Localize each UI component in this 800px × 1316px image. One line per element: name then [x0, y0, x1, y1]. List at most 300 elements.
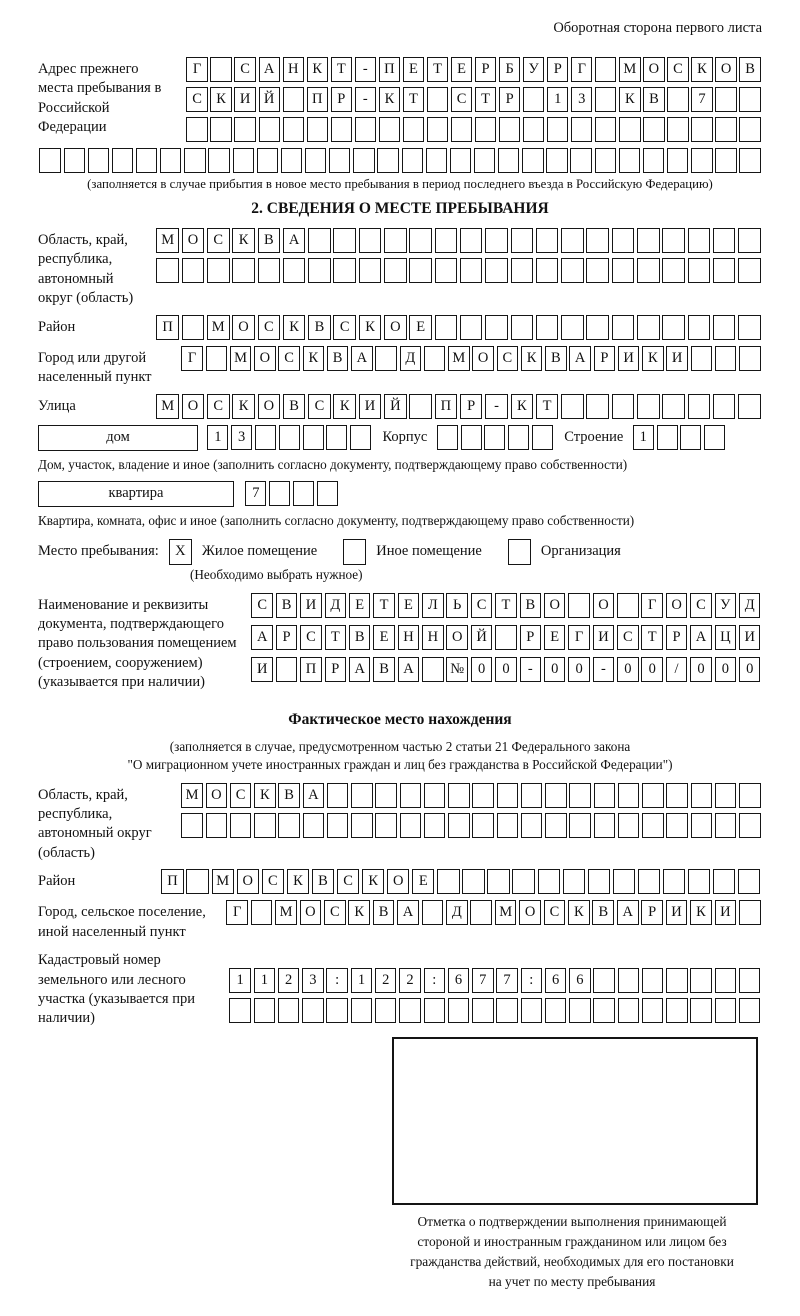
street-label: Улица — [38, 397, 76, 414]
stay-type-label: Место пребывания: — [38, 543, 159, 560]
char-cell: 0 — [739, 657, 761, 682]
char-cell — [511, 228, 534, 253]
char-cell: Г — [568, 625, 590, 650]
char-cell: С — [690, 593, 712, 618]
char-cell — [593, 998, 614, 1023]
char-cell — [594, 783, 615, 808]
stamp-caption-line-3: гражданства действий, необходимых для его постановки — [410, 1254, 734, 1270]
char-cell — [617, 593, 639, 618]
char-cell: 2 — [375, 968, 396, 993]
char-cell: И — [593, 625, 615, 650]
char-cell: С — [497, 346, 518, 371]
char-cell — [688, 315, 711, 340]
char-cell — [351, 998, 372, 1023]
char-cell: Р — [666, 625, 688, 650]
house-row — [38, 425, 762, 451]
char-cell — [691, 813, 712, 838]
char-cell — [667, 117, 688, 142]
char-cell: Е — [403, 57, 424, 82]
char-cell — [257, 148, 278, 173]
char-cell — [233, 148, 254, 173]
char-cell — [182, 315, 205, 340]
char-cell — [688, 258, 711, 283]
char-cell — [738, 869, 760, 894]
char-cell — [642, 968, 663, 993]
char-cell — [181, 813, 202, 838]
char-cell — [739, 148, 760, 173]
char-cell — [667, 87, 688, 112]
char-cell: Р — [331, 87, 352, 112]
char-cell — [497, 783, 518, 808]
char-cell — [561, 315, 584, 340]
char-cell — [186, 869, 208, 894]
char-cell: Д — [739, 593, 761, 618]
char-cell — [462, 869, 484, 894]
char-cell — [739, 87, 760, 112]
city-cells — [180, 346, 762, 371]
char-cell — [563, 869, 585, 894]
char-cell: Д — [446, 900, 468, 925]
char-cell — [545, 783, 566, 808]
char-cell: К — [232, 228, 255, 253]
char-cell: К — [521, 346, 542, 371]
char-cell — [351, 813, 372, 838]
fact-city-cells — [225, 900, 762, 925]
cadastral-cells-row-1 — [228, 968, 762, 993]
char-cell: С — [324, 900, 346, 925]
char-cell: А — [251, 625, 273, 650]
char-cell: С — [333, 315, 356, 340]
char-cell — [569, 998, 590, 1023]
char-cell: 0 — [495, 657, 517, 682]
char-cell: А — [398, 657, 420, 682]
document-label: Наименование и реквизиты документа, подтверждающего право пользования помещением (строением, сооружением) (указывается при наличии) — [38, 596, 237, 691]
char-cell: Н — [283, 57, 304, 82]
char-cell: В — [373, 900, 395, 925]
char-cell: С — [337, 869, 359, 894]
char-cell: - — [355, 87, 376, 112]
char-cell — [451, 117, 472, 142]
char-cell: В — [327, 346, 348, 371]
char-cell — [511, 258, 534, 283]
char-cell — [512, 869, 534, 894]
char-cell: В — [545, 346, 566, 371]
checkbox-inoe — [343, 539, 366, 565]
char-cell: Е — [544, 625, 566, 650]
char-cell: № — [446, 657, 468, 682]
char-cell: - — [520, 657, 542, 682]
char-cell — [435, 228, 458, 253]
char-cell: А — [569, 346, 590, 371]
char-cell — [305, 148, 326, 173]
char-cell — [536, 315, 559, 340]
char-cell: Т — [495, 593, 517, 618]
char-cell — [739, 968, 760, 993]
char-cell — [618, 783, 639, 808]
char-cell — [400, 783, 421, 808]
char-cell — [521, 998, 542, 1023]
char-cell: С — [300, 625, 322, 650]
char-cell: Т — [427, 57, 448, 82]
char-cell: П — [161, 869, 183, 894]
char-cell: Р — [547, 57, 568, 82]
char-cell — [485, 258, 508, 283]
district-label: Район — [38, 318, 76, 335]
char-cell — [561, 394, 584, 419]
char-cell: К — [287, 869, 309, 894]
char-cell — [691, 783, 712, 808]
char-cell: В — [592, 900, 614, 925]
char-cell: 0 — [715, 657, 737, 682]
char-cell: Е — [349, 593, 371, 618]
char-cell — [642, 998, 663, 1023]
fact-note-line-2: "О миграционном учете иностранных граждан и лиц без гражданства в Российской Федерации") — [127, 756, 673, 772]
char-cell — [460, 258, 483, 283]
char-cell: В — [373, 657, 395, 682]
char-cell: 3 — [231, 425, 252, 450]
char-cell — [522, 148, 543, 173]
char-cell: В — [258, 228, 281, 253]
char-cell — [156, 258, 179, 283]
char-cell: О — [258, 394, 281, 419]
char-cell: О — [643, 57, 664, 82]
char-cell — [331, 117, 352, 142]
char-cell — [521, 813, 542, 838]
char-cell: Е — [373, 625, 395, 650]
char-cell: 0 — [471, 657, 493, 682]
char-cell: Т — [403, 87, 424, 112]
char-cell: И — [300, 593, 322, 618]
char-cell — [498, 148, 519, 173]
char-cell — [303, 813, 324, 838]
char-cell: А — [397, 900, 419, 925]
char-cell: 3 — [571, 87, 592, 112]
char-cell: И — [666, 346, 687, 371]
char-cell — [637, 315, 660, 340]
char-cell — [739, 900, 761, 925]
char-cell: М — [275, 900, 297, 925]
char-cell — [666, 783, 687, 808]
char-cell: С — [262, 869, 284, 894]
stroenie-cells — [631, 425, 726, 450]
char-cell: И — [359, 394, 382, 419]
apartment-row — [38, 481, 762, 507]
char-cell — [690, 968, 711, 993]
char-cell — [210, 57, 231, 82]
char-cell — [536, 228, 559, 253]
char-cell — [586, 394, 609, 419]
char-cell: Н — [422, 625, 444, 650]
char-cell: К — [362, 869, 384, 894]
char-cell — [424, 813, 445, 838]
char-cell — [437, 869, 459, 894]
char-cell: 1 — [547, 87, 568, 112]
char-cell — [88, 148, 109, 173]
option-label-inoe: Иное помещение — [376, 543, 482, 560]
char-cell — [545, 813, 566, 838]
char-cell: П — [379, 57, 400, 82]
street-row — [38, 394, 762, 419]
fact-heading: Фактическое место нахождения — [288, 710, 512, 728]
char-cell: И — [715, 900, 737, 925]
char-cell — [379, 117, 400, 142]
char-cell: С — [186, 87, 207, 112]
char-cell: Г — [181, 346, 202, 371]
char-cell — [738, 258, 761, 283]
char-cell — [424, 783, 445, 808]
char-cell — [278, 813, 299, 838]
char-cell — [283, 87, 304, 112]
document-cells-row-1 — [250, 593, 762, 618]
char-cell — [232, 258, 255, 283]
char-cell: Д — [325, 593, 347, 618]
char-cell: О — [387, 869, 409, 894]
char-cell — [384, 258, 407, 283]
char-cell — [715, 148, 736, 173]
char-cell: К — [210, 87, 231, 112]
char-cell — [208, 148, 229, 173]
prev-address-block — [38, 57, 762, 142]
char-cell — [595, 148, 616, 173]
char-cell: С — [207, 228, 230, 253]
option-label-zhiloe: Жилое помещение — [201, 543, 318, 560]
char-cell — [612, 315, 635, 340]
char-cell: 6 — [545, 968, 566, 993]
char-cell — [254, 813, 275, 838]
char-cell: Р — [594, 346, 615, 371]
char-cell: У — [715, 593, 737, 618]
char-cell: К — [232, 394, 255, 419]
fact-district-cells — [160, 869, 762, 894]
char-cell — [258, 258, 281, 283]
char-cell — [738, 394, 761, 419]
char-cell: В — [312, 869, 334, 894]
char-cell — [643, 117, 664, 142]
char-cell: Й — [384, 394, 407, 419]
char-cell: С — [308, 394, 331, 419]
char-cell: Т — [325, 625, 347, 650]
char-cell — [704, 425, 725, 450]
char-cell: О — [182, 394, 205, 419]
char-cell: С — [230, 783, 251, 808]
char-cell: М — [230, 346, 251, 371]
cadastral-label: Кадастровый номер земельного или лесного участка (указывается при наличии) — [38, 952, 195, 1027]
char-cell: К — [303, 346, 324, 371]
char-cell: О — [666, 593, 688, 618]
char-cell — [470, 900, 492, 925]
house-number-cells — [206, 425, 372, 450]
cadastral-cells-row-2 — [228, 998, 762, 1023]
char-cell — [487, 869, 509, 894]
char-cell — [251, 900, 273, 925]
region-label: Область, край, республика, автономный округ (область) — [38, 232, 134, 307]
char-cell: К — [307, 57, 328, 82]
apartment-field-box: квартира — [38, 481, 234, 507]
char-cell: Г — [641, 593, 663, 618]
char-cell — [283, 117, 304, 142]
fact-region-cells-row-1 — [180, 783, 762, 808]
char-cell: С — [207, 394, 230, 419]
city-row — [38, 346, 762, 388]
char-cell — [402, 148, 423, 173]
char-cell — [475, 117, 496, 142]
document-cells-row-3 — [250, 657, 762, 682]
char-cell: Й — [259, 87, 280, 112]
char-cell — [308, 228, 331, 253]
char-cell — [561, 258, 584, 283]
char-cell: Е — [412, 869, 434, 894]
char-cell — [448, 998, 469, 1023]
char-cell — [511, 315, 534, 340]
char-cell — [302, 998, 323, 1023]
char-cell: Д — [400, 346, 421, 371]
char-cell: И — [739, 625, 761, 650]
char-cell: Т — [536, 394, 559, 419]
char-cell: Т — [641, 625, 663, 650]
char-cell — [375, 783, 396, 808]
char-cell: В — [278, 783, 299, 808]
char-cell — [532, 425, 553, 450]
char-cell — [688, 394, 711, 419]
char-cell — [403, 117, 424, 142]
char-cell: О — [384, 315, 407, 340]
char-cell: 7 — [496, 968, 517, 993]
char-cell: К — [642, 346, 663, 371]
char-cell — [426, 148, 447, 173]
char-cell — [713, 394, 736, 419]
char-cell — [496, 998, 517, 1023]
char-cell — [521, 783, 542, 808]
char-cell — [594, 813, 615, 838]
char-cell: В — [349, 625, 371, 650]
char-cell — [472, 998, 493, 1023]
char-cell: В — [276, 593, 298, 618]
char-cell: Р — [520, 625, 542, 650]
char-cell: В — [520, 593, 542, 618]
char-cell: О — [206, 783, 227, 808]
char-cell — [400, 813, 421, 838]
char-cell — [713, 869, 735, 894]
prev-address-label: Адрес прежнего места пребывания в Российской Федерации — [38, 61, 162, 136]
char-cell — [613, 869, 635, 894]
char-cell — [377, 148, 398, 173]
char-cell — [160, 148, 181, 173]
char-cell — [715, 998, 736, 1023]
char-cell — [569, 783, 590, 808]
apartment-note: Квартира, комната, офис и иное (заполнить согласно документу, подтверждающему право собственности) — [38, 512, 635, 528]
char-cell — [595, 117, 616, 142]
char-cell: А — [259, 57, 280, 82]
char-cell: А — [617, 900, 639, 925]
char-cell: В — [643, 87, 664, 112]
char-cell: В — [283, 394, 306, 419]
fact-city-label: Город, сельское поселение, иной населенный пункт — [38, 904, 206, 940]
char-cell — [637, 394, 660, 419]
char-cell: С — [617, 625, 639, 650]
char-cell: С — [544, 900, 566, 925]
char-cell — [39, 148, 60, 173]
house-note: Дом, участок, владение и иное (заполнить согласно документу, подтверждающему право собственности) — [38, 456, 628, 472]
char-cell — [333, 258, 356, 283]
char-cell — [618, 813, 639, 838]
char-cell — [303, 425, 324, 450]
option-label-organizaciya: Организация — [540, 543, 621, 560]
char-cell: А — [351, 346, 372, 371]
char-cell — [327, 813, 348, 838]
char-cell: О — [237, 869, 259, 894]
prev-address-note: (заполняется в случае прибытия в новое место пребывания в период последнего въезда в Российскую Федерацию) — [87, 177, 713, 191]
char-cell: К — [283, 315, 306, 340]
char-cell — [427, 117, 448, 142]
char-cell — [422, 900, 444, 925]
stay-type-row — [38, 539, 762, 565]
char-cell — [351, 783, 372, 808]
char-cell: Б — [499, 57, 520, 82]
char-cell: К — [348, 900, 370, 925]
char-cell: Р — [460, 394, 483, 419]
char-cell — [680, 425, 701, 450]
char-cell — [536, 258, 559, 283]
char-cell: К — [359, 315, 382, 340]
char-cell: 0 — [544, 657, 566, 682]
char-cell: - — [355, 57, 376, 82]
char-cell: П — [307, 87, 328, 112]
char-cell: О — [519, 900, 541, 925]
char-cell: Г — [226, 900, 248, 925]
char-cell — [333, 228, 356, 253]
char-cell: 7 — [691, 87, 712, 112]
char-cell — [586, 228, 609, 253]
char-cell: П — [300, 657, 322, 682]
char-cell — [619, 148, 640, 173]
char-cell — [281, 148, 302, 173]
checkbox-zhiloe: X — [169, 539, 192, 565]
char-cell: К — [511, 394, 534, 419]
document-row — [38, 593, 762, 693]
char-cell: Т — [373, 593, 395, 618]
char-cell — [472, 783, 493, 808]
char-cell: У — [523, 57, 544, 82]
char-cell — [230, 813, 251, 838]
char-cell — [595, 87, 616, 112]
char-cell — [495, 625, 517, 650]
char-cell — [715, 117, 736, 142]
char-cell — [667, 148, 688, 173]
char-cell: 3 — [302, 968, 323, 993]
char-cell: Ь — [446, 593, 468, 618]
char-cell — [497, 813, 518, 838]
char-cell: К — [333, 394, 356, 419]
char-cell: С — [471, 593, 493, 618]
char-cell — [399, 998, 420, 1023]
char-cell — [738, 315, 761, 340]
char-cell — [485, 228, 508, 253]
char-cell — [375, 813, 396, 838]
char-cell — [715, 87, 736, 112]
char-cell — [422, 657, 444, 682]
char-cell: О — [232, 315, 255, 340]
char-cell: К — [690, 900, 712, 925]
char-cell: 0 — [568, 657, 590, 682]
char-cell: 6 — [448, 968, 469, 993]
char-cell: М — [619, 57, 640, 82]
char-cell — [186, 117, 207, 142]
char-cell — [612, 394, 635, 419]
checkbox-organizaciya — [508, 539, 531, 565]
char-cell: 1 — [254, 968, 275, 993]
char-cell: 7 — [245, 481, 266, 506]
prev-address-cells-row-4 — [38, 148, 762, 173]
